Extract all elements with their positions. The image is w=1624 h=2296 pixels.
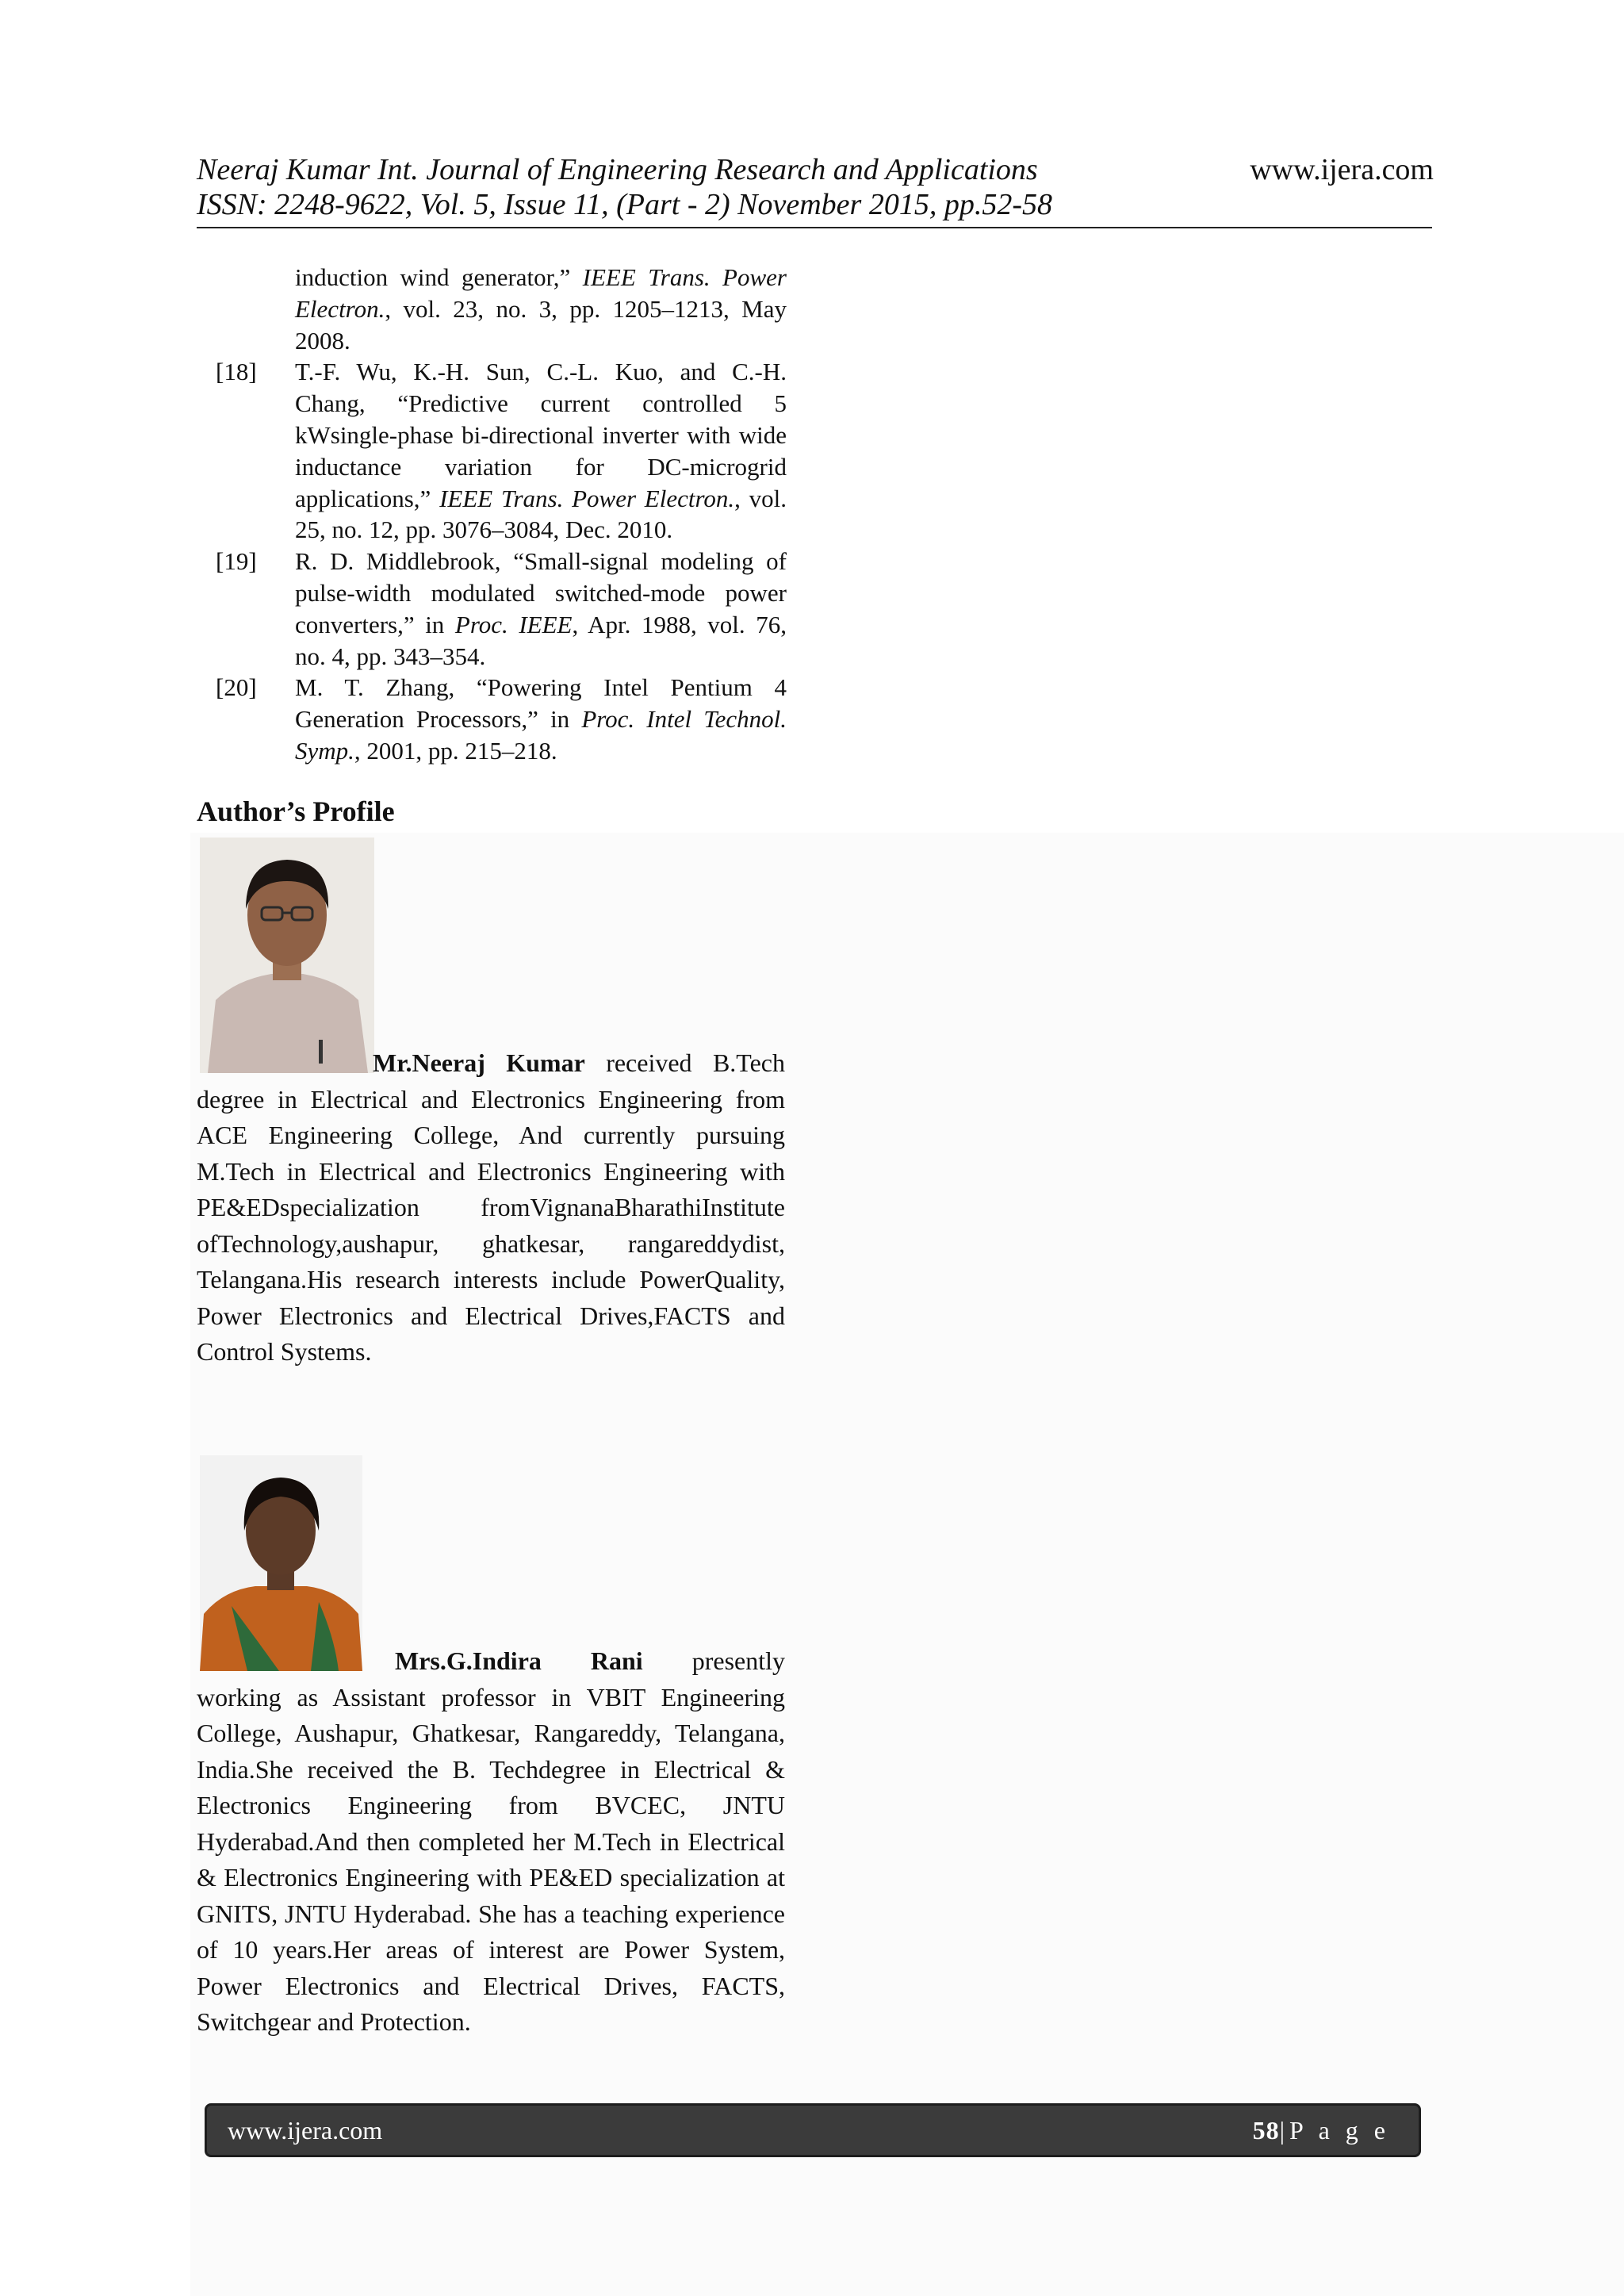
reference-number: [18] [216,358,257,386]
author-photo-illustration [200,1455,362,1671]
reference-item [216,672,787,766]
author-name: Mrs.G.Indira Rani [395,1646,643,1675]
author-photo-illustration [200,838,374,1073]
header-website: www.ijera.com [1250,153,1434,186]
reference-text: T.-F. Wu, K.-H. Sun, C.-L. Kuo, and C.-H. Chang, “Predictive current controlled 5 kWsingle-phase bi-directional inverter with wide inductance variation for DC-microgrid applications,” IEEE Trans. Power Electron., vol. 25, no. 12, pp. 3076–3084, Dec. 2010. [295,358,787,544]
reference-number: [20] [216,673,257,702]
reference-text: R. D. Middlebrook, “Small-signal modeling of pulse-width modulated switched-mode power converters,” in Proc. IEEE, Apr. 1988, vol. 76, no. 4, pp. 343–354. [295,547,787,670]
section-heading: Author’s Profile [197,795,395,827]
footer-website: www.ijera.com [228,2115,383,2145]
author-bio-text: presently working as Assistant professor in VBIT Engineering College, Aushapur, Ghatkesar, Rangareddy, Telangana, India.She received the B. Techdegree in Electrical & Electronics Engineering from BVCEC, JNTU Hyderabad.And then completed her M.Tech in Electrical & Electronics Engineering with PE&ED specialization at GNITS, JNTU Hyderabad. She has a teaching experience of 10 years.Her areas of interest are Power System, Power Electronics and Electrical Drives, FACTS, Switchgear and Protection. [197,1646,786,2036]
reference-text: M. T. Zhang, “Powering Intel Pentium 4 Generation Processors,” in Proc. Intel Technol. Symp., 2001, pp. 215–218. [295,673,787,765]
author-bio-text: received B.Tech degree in Electrical and Electronics Engineering from ACE Engineering College, And currently pursuing M.Tech in Electrical and Electronics Engineering with PE&EDspecialization fromVignanaBharathiInstitute ofTechnology,aushapur, ghatkesar, rangareddydist, Telangana.His research interests include PowerQuality, Power Electronics and Electrical Drives,FACTS and Control Systems. [197,1048,786,1366]
journal-title: Neeraj Kumar Int. Journal of Engineering Research and Applications [197,153,1038,186]
reference-continued: induction wind generator,” IEEE Trans. Power Electron., vol. 23, no. 3, pp. 1205–1213, May 2008. [295,263,787,355]
author-name: Mr.Neeraj Kumar [373,1048,585,1077]
issn-line: ISSN: 2248-9622, Vol. 5, Issue 11, (Part - 2) November 2015, pp.52-58 [197,188,1052,221]
page-footer [205,2103,1421,2157]
reference-item [216,546,787,672]
author-photo [200,838,374,1073]
author-photo [200,1455,362,1671]
reference-number: [19] [216,547,257,576]
running-header [197,152,1434,222]
header-rule [197,227,1432,228]
reference-list [216,262,787,767]
page-number: 58|P a g e [1252,2115,1390,2145]
author-bio [197,1643,785,2041]
reference-item [216,356,787,546]
author-bio [197,1045,785,1370]
